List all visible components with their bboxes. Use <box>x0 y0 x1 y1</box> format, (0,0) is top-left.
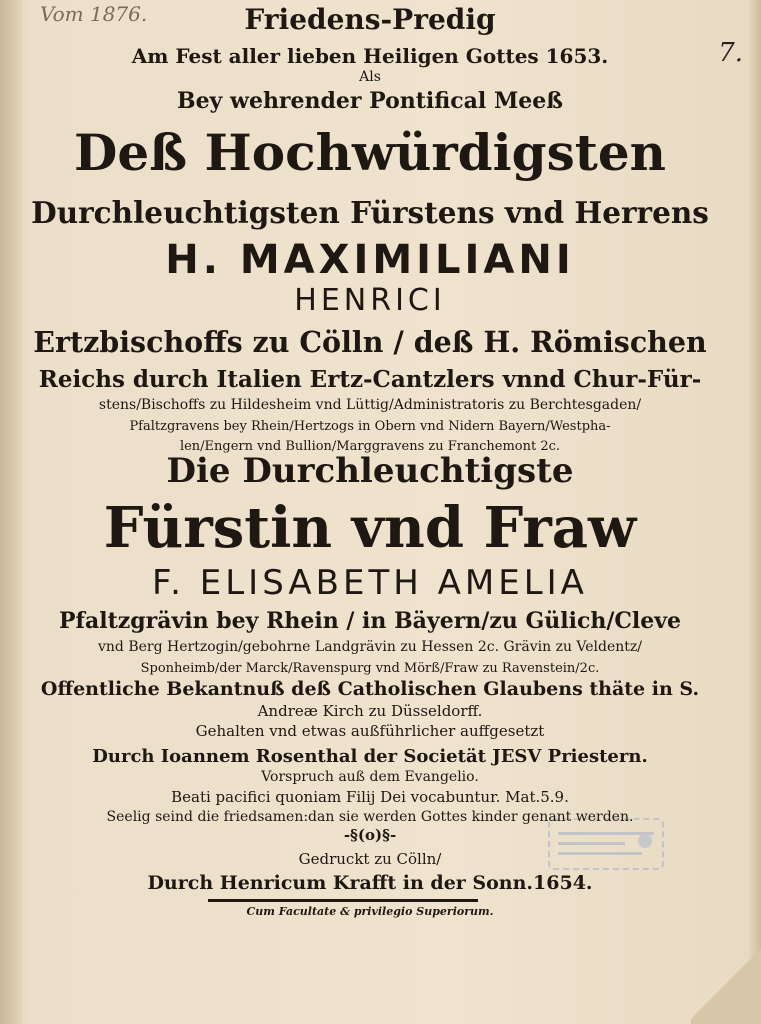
erzbischof-line: Ertzbischoffs zu Cölln / deß H. Römischen <box>33 325 707 359</box>
imprint-rule <box>208 899 478 902</box>
german-verse: Seelig seind die friedsamen:dan sie werden Gottes kinder genant werden. <box>106 809 634 825</box>
als-line: Als <box>359 69 381 85</box>
sermon-title: Friedens-Predig <box>244 3 496 36</box>
imprint-printer: Durch Henricum Krafft in der Sonn.1654. <box>147 872 593 894</box>
bekantnuss-line: Offentliche Bekantnuß deß Catholischen Glaubens thäte in S. <box>40 678 700 700</box>
page-right-edge <box>749 0 761 1024</box>
sponheimb-line: Sponheimb/der Marck/Ravenspurg vnd Mörß/Fraw zu Ravenstein/2c. <box>140 661 600 676</box>
ornament: -§(o)§- <box>343 826 397 844</box>
hochwuerdigsten-heading: Deß Hochwürdigsten <box>73 123 667 182</box>
henrici-name: HENRICI <box>294 283 446 318</box>
page-left-edge <box>0 0 22 1024</box>
maximiliani-name: H. MAXIMILIANI <box>165 237 575 283</box>
author-line: Durch Ioannem Rosenthal der Societät JESV Priestern. <box>92 746 648 767</box>
durchleuchtigste-line: Die Durchleuchtigste <box>166 451 574 491</box>
durchleuchtigsten-line: Durchleuchtigsten Fürstens vnd Herrens <box>31 195 709 230</box>
pfaltzgravens-line: Pfaltzgravens bey Rhein/Hertzogs in Obern vnd Nidern Bayern/Westpha- <box>129 419 611 434</box>
page-number: 7. <box>718 38 743 68</box>
occasion-line: Am Fest aller lieben Heiligen Gottes 1653. <box>131 44 609 68</box>
bischoffs-line: stens/Bischoffs zu Hildesheim vnd Lüttig/Administratoris zu Berchtesgaden/ <box>98 397 642 413</box>
latin-verse: Beati pacifici quoniam Filij Dei vocabuntur. Mat.5.9. <box>171 788 569 806</box>
corner-fold <box>691 944 761 1024</box>
vorspruch-line: Vorspruch auß dem Evangelio. <box>261 769 479 785</box>
mass-line: Bey wehrender Pontifical Meeß <box>176 88 564 114</box>
gehalten-line: Gehalten vnd etwas außführlicher auffgesetzt <box>195 722 545 740</box>
kirch-line: Andreæ Kirch zu Düsseldorff. <box>257 702 483 720</box>
elisabeth-amelia-name: F. ELISABETH AMELIA <box>152 563 588 603</box>
reichs-line: Reichs durch Italien Ertz-Cantzlers vnnd Chur-Für- <box>38 366 702 393</box>
pfaltzgraevin-line: Pfaltzgrävin bey Rhein / in Bäyern/zu Gülich/Cleve <box>58 608 682 634</box>
privilege-line: Cum Facultate & privilegio Superiorum. <box>246 905 494 918</box>
hertzogin-line: vnd Berg Hertzogin/gebohrne Landgrävin zu Hessen 2c. Grävin zu Veldentz/ <box>98 639 642 655</box>
imprint-place: Gedruckt zu Cölln/ <box>298 850 442 868</box>
handwritten-note: Vom 1876. <box>40 2 148 26</box>
marggravens-line: len/Engern vnd Bullion/Marggravens zu Franchemont 2c. <box>179 439 561 454</box>
fuerstin-heading: Fürstin vnd Fraw <box>103 495 637 561</box>
